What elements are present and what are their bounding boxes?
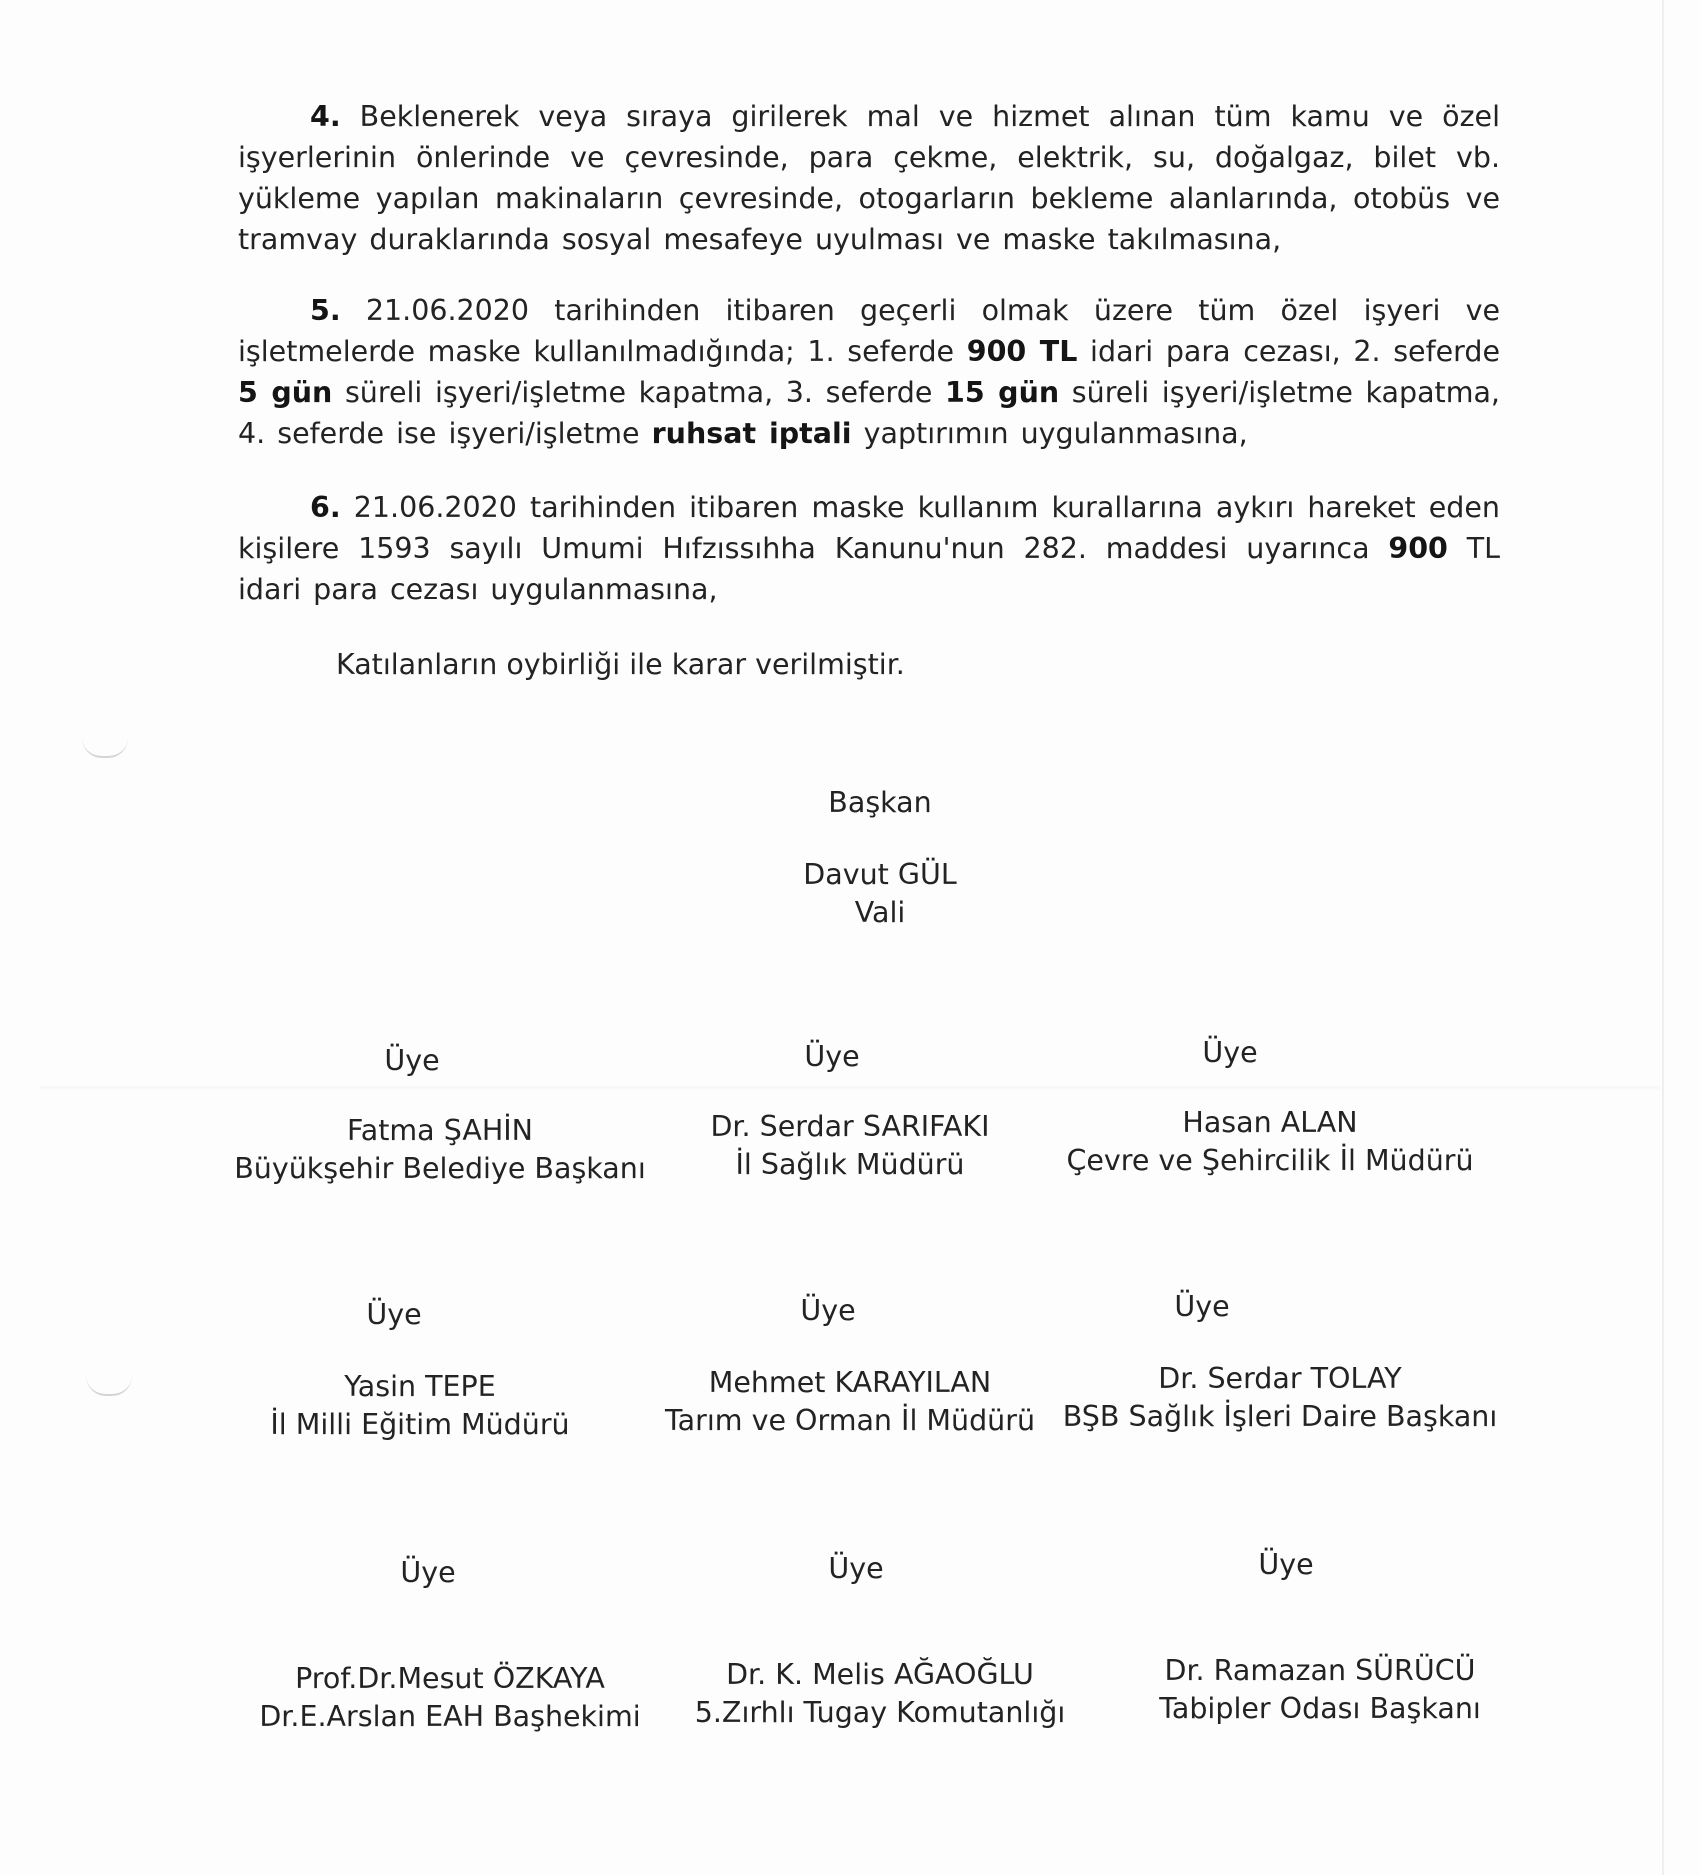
paper-fold-line xyxy=(40,1086,1660,1090)
member-name: Mehmet KARAYILAN xyxy=(708,1366,992,1399)
member-role: Üye xyxy=(1258,1548,1314,1581)
member-signature-block xyxy=(240,1368,600,1444)
member-role: Üye xyxy=(366,1298,422,1331)
member-title: BŞB Sağlık İşleri Daire Başkanı xyxy=(1062,1400,1498,1433)
decision-item-6 xyxy=(238,487,1500,610)
text-segment: yaptırımın uygulanmasına, xyxy=(851,417,1248,450)
paragraph-text xyxy=(238,290,1500,454)
decision-item-5 xyxy=(238,290,1500,454)
member-title: Tabipler Odası Başkanı xyxy=(1159,1692,1481,1725)
member-role: Üye xyxy=(1202,1036,1258,1069)
text-segment: süreli işyeri/işletme kapatma, 3. seferde xyxy=(332,376,946,409)
chair-signature-block xyxy=(780,784,980,822)
member-title: İl Sağlık Müdürü xyxy=(735,1148,965,1181)
text-segment: idari para cezası, 2. seferde xyxy=(1077,335,1501,368)
member-name: Dr. Serdar TOLAY xyxy=(1158,1362,1402,1395)
bold-license-revocation: ruhsat iptali xyxy=(651,417,852,450)
bold-fine-amount: 900 xyxy=(1388,532,1448,565)
member-role: Üye xyxy=(800,1294,856,1327)
item-number: 6. xyxy=(310,491,341,524)
text-segment: TL idari para cezası uygulanmasına, xyxy=(238,532,1500,606)
member-role: Üye xyxy=(1174,1290,1230,1323)
member-title: Büyükşehir Belediye Başkanı xyxy=(234,1152,646,1185)
member-name: Dr. K. Melis AĞAOĞLU xyxy=(726,1658,1034,1691)
member-name: Hasan ALAN xyxy=(1182,1106,1358,1139)
member-name: Fatma ŞAHİN xyxy=(347,1114,533,1147)
paper-edge xyxy=(1662,0,1664,1875)
closing-statement: Katılanların oybirliği ile karar verilmiştir. xyxy=(336,648,905,681)
member-signature-block xyxy=(1110,1652,1530,1728)
chair-name-block xyxy=(740,856,1020,932)
member-signature-block xyxy=(230,1112,650,1188)
member-name: Dr. Ramazan SÜRÜCÜ xyxy=(1164,1654,1476,1687)
member-title: Çevre ve Şehircilik İl Müdürü xyxy=(1066,1144,1474,1177)
text-segment: süreli işyeri/işletme kapatma, 4. seferde ise işyeri/işletme xyxy=(238,376,1500,450)
member-signature-block xyxy=(680,1656,1080,1732)
member-signature-block xyxy=(1060,1104,1480,1180)
member-signature-block xyxy=(250,1660,650,1736)
text-segment: 21.06.2020 tarihinden itibaren geçerli olmak üzere tüm özel işyeri ve işletmelerde maske kullanılmadığında; 1. seferde xyxy=(238,294,1500,368)
member-title: Dr.E.Arslan EAH Başhekimi xyxy=(259,1700,641,1733)
member-role: Üye xyxy=(828,1552,884,1585)
member-name: Dr. Serdar SARIFAKI xyxy=(710,1110,990,1143)
member-name: Prof.Dr.Mesut ÖZKAYA xyxy=(295,1662,605,1695)
member-title: İl Milli Eğitim Müdürü xyxy=(270,1408,570,1441)
chair-role: Başkan xyxy=(828,786,932,819)
text-segment: Beklenerek veya sıraya girilerek mal ve hizmet alınan tüm kamu ve özel işyerlerinin önlerinde ve çevresinde, para çekme, elektrik, su, doğalgaz, bilet vb. yükleme yapılan makinaların çevresinde, otogarların bekleme alanlarında, otobüs ve tramvay duraklarında sosyal mesafeye uyulması ve maske takılmasına, xyxy=(238,100,1500,256)
text-segment: 21.06.2020 tarihinden itibaren maske kullanım kurallarına aykırı hareket eden kişilere 1593 sayılı Umumi Hıfzıssıhha Kanunu'nun 282. maddesi uyarınca xyxy=(238,491,1500,565)
item-number: 5. xyxy=(310,294,341,327)
member-name: Yasin TEPE xyxy=(344,1370,496,1403)
chair-title: Vali xyxy=(854,896,906,929)
member-role: Üye xyxy=(400,1556,456,1589)
chair-name: Davut GÜL xyxy=(803,858,957,891)
decision-item-4 xyxy=(238,96,1500,260)
member-title: 5.Zırhlı Tugay Komutanlığı xyxy=(694,1696,1066,1729)
paragraph-text xyxy=(238,96,1500,260)
item-number: 4. xyxy=(310,100,341,133)
member-signature-block xyxy=(1050,1360,1510,1436)
member-title: Tarım ve Orman İl Müdürü xyxy=(664,1404,1036,1437)
member-role: Üye xyxy=(804,1040,860,1073)
paragraph-text xyxy=(238,487,1500,610)
hole-punch-mark-bottom xyxy=(86,1376,132,1396)
bold-fine-amount: 900 TL xyxy=(966,335,1078,368)
member-signature-block xyxy=(680,1108,1020,1184)
member-role: Üye xyxy=(384,1044,440,1077)
bold-closure-days: 5 gün xyxy=(238,376,333,409)
bold-closure-days: 15 gün xyxy=(945,376,1060,409)
member-signature-block xyxy=(650,1364,1050,1440)
hole-punch-mark-top xyxy=(82,738,128,758)
